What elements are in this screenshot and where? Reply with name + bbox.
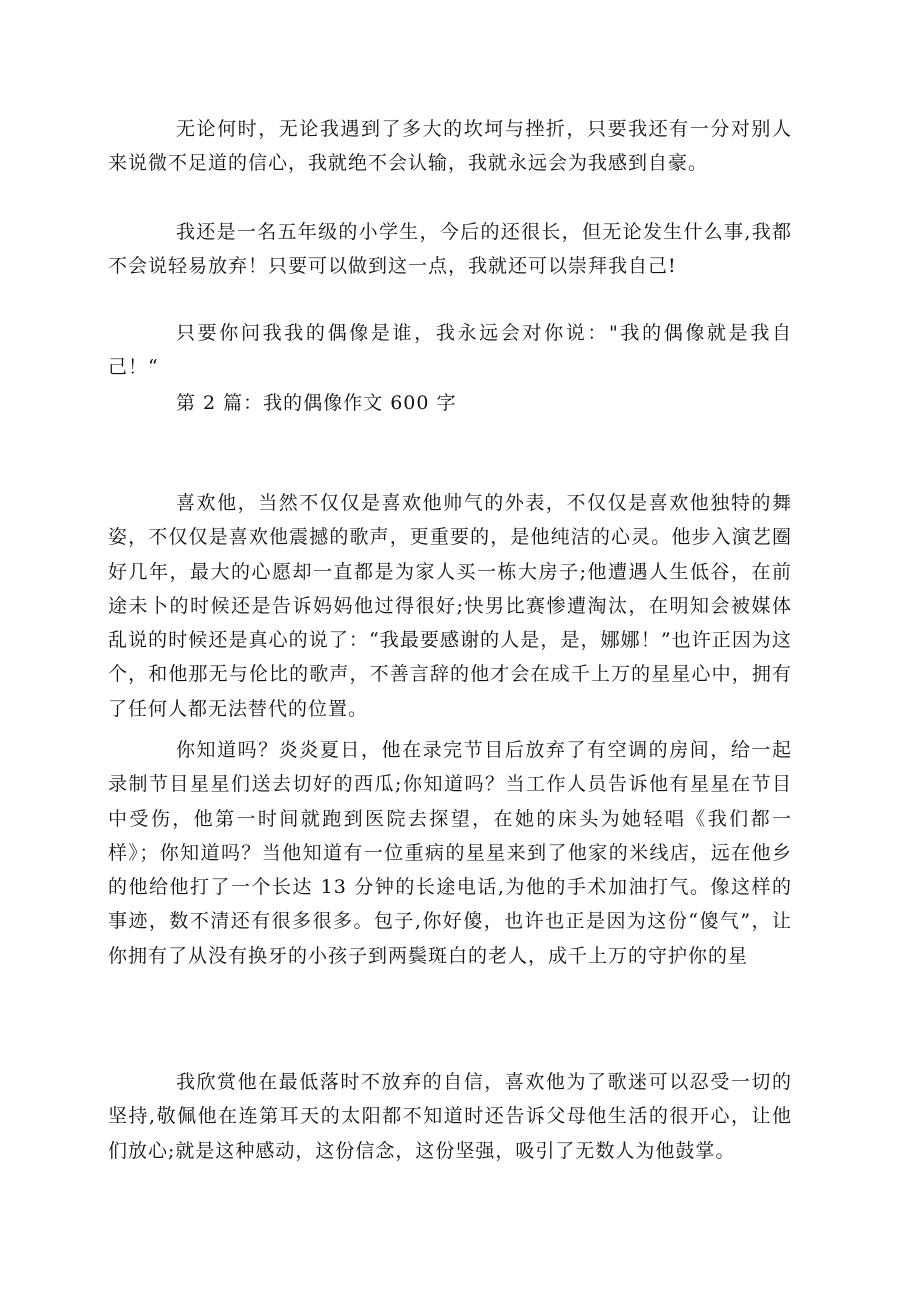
paragraph-do-you-know: 你知道吗？炎炎夏日，他在录完节目后放弃了有空调的房间，给一起录制节目星星们送去切好的西瓜;你知道吗？当工作人员告诉他有星星在节目中受伤，他第一时间就跑到医院去探望，在她的床头为她轻唱《我们都一样》；你知道吗？当他知道有一位重病的星星来到了他家的米线店，远在他乡的他给他打了一个长达 13 分钟的长途电话,为他的手术加油打气。像这样的事迹，数不清还有很多很多。包子,你好傻，也许也正是因为这份“傻气”，让你拥有了从没有换牙的小孩子到两鬓斑白的老人，成千上万的守护你的星 bbox=[108, 739, 792, 967]
paragraph-my-idol-is-me: 只要你问我我的偶像是谁，我永远会对你说："我的偶像就是我自己！“ bbox=[108, 322, 792, 379]
paragraph-admiration: 我欣赏他在最低落时不放弃的自信，喜欢他为了歌迷可以忍受一切的坚持,敬佩他在连第耳天的太阳都不知道时还告诉父母他生活的很开心，让他们放心;就是这种感动，这份信念，这份坚强，吸引了无数人为他鼓掌。 bbox=[108, 1071, 792, 1162]
paragraph-never-give-up: 我还是一名五年级的小学生，今后的还很长，但无论发生什么事,我都不会说轻易放弃！只要可以做到这一点，我就还可以崇拜我自己! bbox=[108, 221, 792, 278]
paragraph-confidence: 无论何时，无论我遇到了多大的坎坷与挫折，只要我还有一分对别人来说微不足道的信心，我就绝不会认输，我就永远会为我感到自豪。 bbox=[108, 118, 792, 175]
section-heading: 第 2 篇：我的偶像作文 600 字 bbox=[176, 392, 457, 414]
paragraph-why-i-like-him: 喜欢他，当然不仅仅是喜欢他帅气的外表，不仅仅是喜欢他独特的舞姿，不仅仅是喜欢他震撼的歌声，更重要的，是他纯洁的心灵。他步入演艺圈好几年，最大的心愿却一直都是为家人买一栋大房子;他遭遇人生低谷，在前途未卜的时候还是告诉妈妈他过得很好;快男比赛惨遭淘汰，在明知会被媒体乱说的时候还是真心的说了：“我最要感谢的人是，是，娜娜！”也许正因为这个，和他那无与伦比的歌声，不善言辞的他才会在成千上万的星星心中，拥有了任何人都无法替代的位置。 bbox=[108, 492, 792, 720]
